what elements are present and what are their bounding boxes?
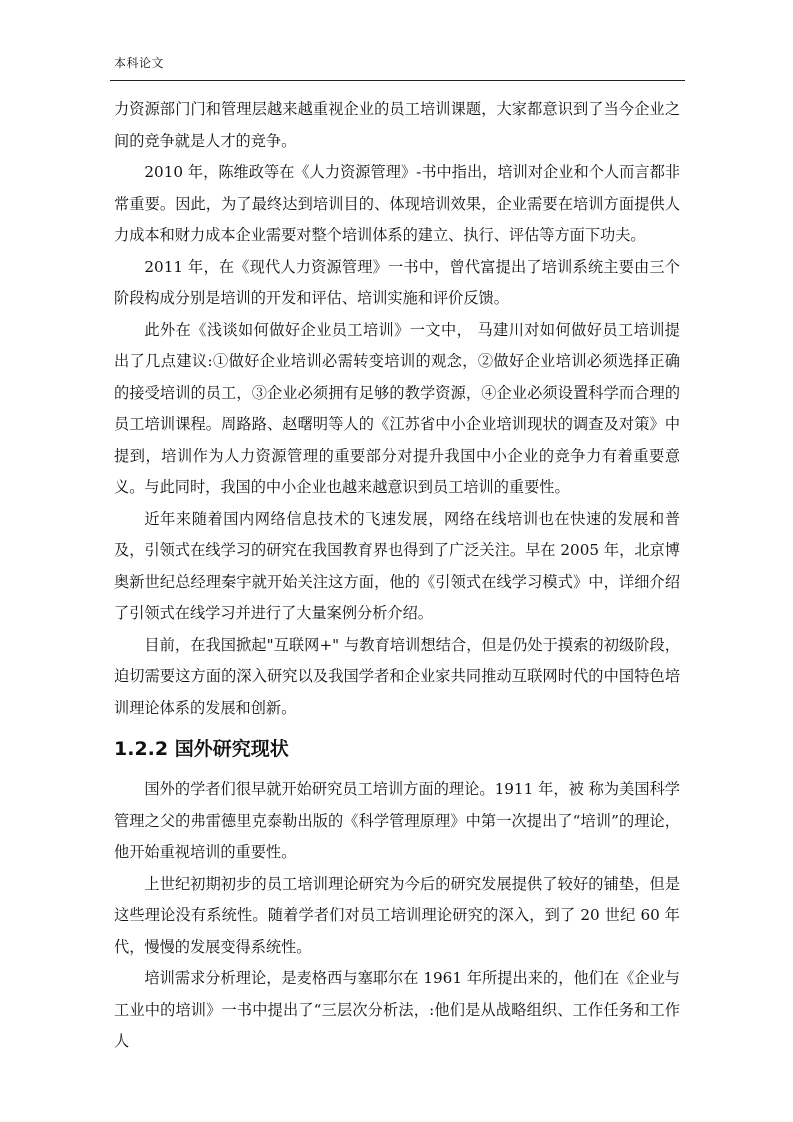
paragraph-continued: 力资源部门门和管理层越来越重视企业的员工培训课题，大家都意识到了当今企业之间的竞争就是人才的竞争。 — [114, 100, 680, 150]
paragraph-internet-plus: 目前，在我国掀起"互联网+" 与教育培训想结合，但是仍处于摸索的初级阶段，迫切需要这方面的深入研究以及我国学者和企业家共同推动互联网时代的中国特色培训理论体系的发展和创新。 — [114, 635, 680, 717]
header-divider — [110, 80, 685, 81]
section-heading: 1.2.2 国外研究现状 — [114, 738, 289, 760]
paragraph-1911: 国外的学者们很早就开始研究员工培训方面的理论。1911 年，被 称为美国科学管理之父的弗雷德里克泰勒出版的《科学管理原理》中第一次提出了“培训”的理论，他开始重视培训的重要性。 — [114, 780, 680, 861]
body-text — [114, 94, 680, 1058]
paragraph-1961: 培训需求分析理论，是麦格西与塞耶尔在 1961 年所提出来的，他们在《企业与工业中的培训》一书中提出了“三层次分析法，:他们是从战略组织、工作任务和工作人 — [114, 969, 680, 1050]
paragraph-online-learning: 近年来随着国内网络信息技术的飞速发展，网络在线培训也在快速的发展和普及，引领式在线学习的研究在我国教育界也得到了广泛关注。早在 2005 年，北京博奥新世纪总经理秦宇就开始关注这方面，他的《引领式在线学习模式》中，详细介绍了引领式在线学习并进行了大量案例分析介绍。 — [114, 509, 680, 622]
paragraph-2011: 2011 年，在《现代人力资源管理》一书中，曾代富提出了培训系统主要由三个阶段构成分别是培训的开发和评估、培训实施和评价反馈。 — [114, 257, 680, 307]
paragraph-advice: 此外在《浅谈如何做好企业员工培训》一文中， 马建川对如何做好员工培训提出了几点建议:①做好企业培训必需转变培训的观念，②做好企业培训必须选择正确的接受培训的员工，③企业必须拥有足够的教学资源，④企业必须设置科学而合理的员工培训课程。周路路、赵曙明等人的《江苏省中小企业培训现状的调查及对策》中提到，培训作为人力资源管理的重要部分对提升我国中小企业的竞争力有着重要意义。与此同时，我国的中小企业也越来越意识到员工培训的重要性。 — [114, 320, 680, 496]
running-header: 本科论文 — [114, 56, 165, 70]
paragraph-1960s: 上世纪初期初步的员工培训理论研究为今后的研究发展提供了较好的铺垫，但是这些理论没有系统性。随着学者们对员工培训理论研究的深入，到了 20 世纪 60 年代，慢慢的发展变得系统性。 — [114, 874, 680, 956]
paragraph-2010: 2010 年，陈维政等在《人力资源管理》-书中指出，培训对企业和个人而言都非常重要。因此，为了最终达到培训目的、体现培训效果，企业需要在培训方面提供人力成本和财力成本企业需要对整个培训体系的建立、执行、评估等方面下功夫。 — [114, 163, 680, 244]
